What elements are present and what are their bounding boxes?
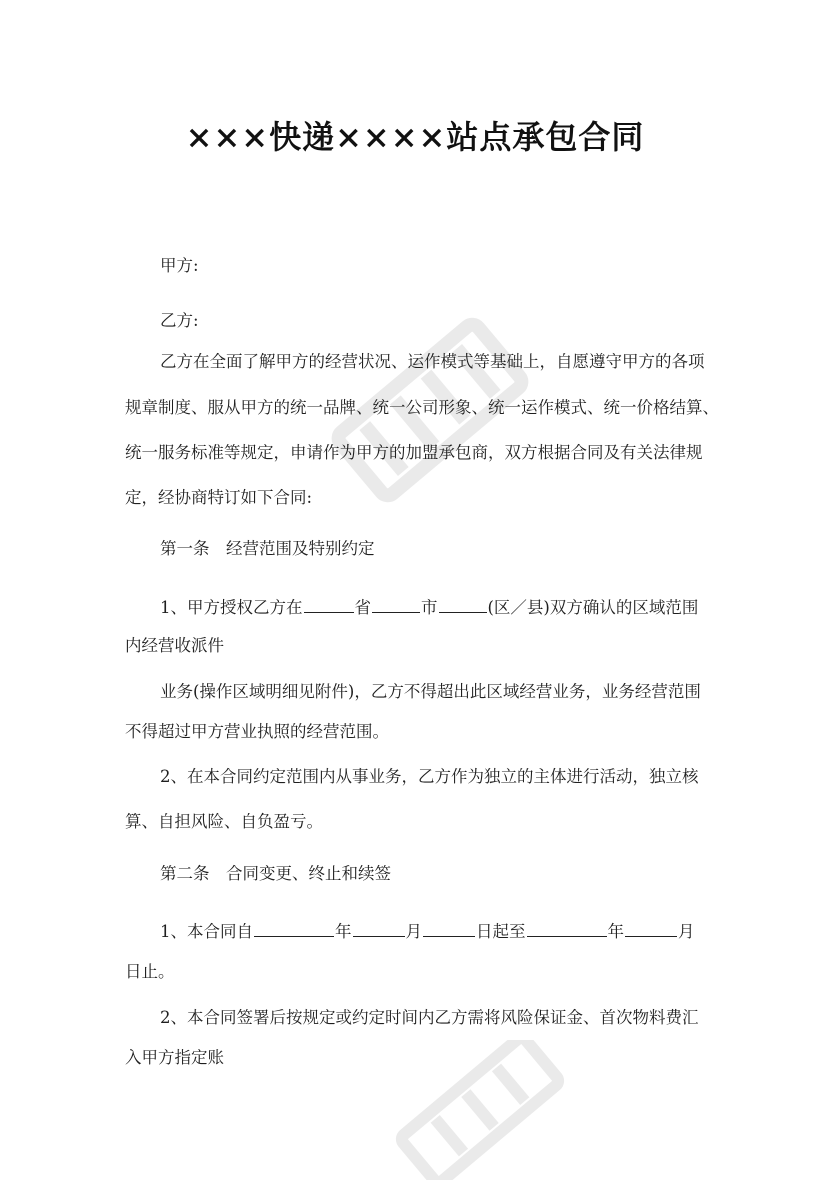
watermark-stamp-icon — [380, 1040, 580, 1180]
end-year-blank — [527, 918, 607, 937]
article-1-heading: 第一条 经营范围及特别约定 — [160, 539, 375, 558]
clause-text: 年 — [607, 922, 624, 941]
intro-line-3: 统一服务标准等规定，申请作为甲方的加盟承包商，双方根据合同及有关法律规 — [125, 443, 703, 462]
intro-line-2: 规章制度、服从甲方的统一品牌、统一公司形象、统一运作模式、统一价格结算、 — [125, 398, 719, 417]
start-day-blank — [423, 918, 475, 937]
party-a-label: 甲方: — [160, 256, 199, 275]
start-month-blank — [353, 918, 405, 937]
intro-line-4: 定，经协商特订如下合同: — [125, 488, 313, 507]
article-1-clause-1-cont-2: 不得超过甲方营业执照的经营范围。 — [125, 722, 389, 741]
clause-text: 市 — [421, 598, 438, 617]
article-2-clause-1 — [160, 918, 695, 944]
article-1-clause-2-line-2: 算、自担风险、自负盈亏。 — [125, 812, 323, 831]
clause-text: 月 — [405, 922, 422, 941]
clause-text: 月 — [678, 922, 695, 941]
clause-text: 1、本合同自 — [160, 922, 253, 941]
article-2-heading: 第二条 合同变更、终止和续签 — [160, 864, 391, 883]
article-1-clause-1-cont-1: 业务(操作区域明细见附件)，乙方不得超出此区域经营业务，业务经营范围 — [160, 682, 701, 701]
district-blank — [439, 594, 487, 613]
article-2-clause-2-line-2: 入甲方指定账 — [125, 1048, 224, 1067]
clause-text: 省 — [354, 598, 371, 617]
article-2-clause-2-line-1: 2、本合同签署后按规定或约定时间内乙方需将风险保证金、首次物料费汇 — [160, 1008, 699, 1027]
intro-line-1: 乙方在全面了解甲方的经营状况、运作模式等基础上，自愿遵守甲方的各项 — [160, 352, 705, 371]
article-2-clause-1-line-2: 日止。 — [125, 962, 175, 981]
article-1-clause-1-line-2: 内经营收派件 — [125, 636, 224, 655]
clause-text: 1、甲方授权乙方在 — [160, 598, 303, 617]
article-1-clause-2-line-1: 2、在本合同约定范围内从事业务，乙方作为独立的主体进行活动，独立核 — [160, 767, 699, 786]
end-month-blank — [625, 918, 677, 937]
article-1-clause-1 — [160, 594, 698, 620]
clause-text: 日起至 — [476, 922, 526, 941]
document-title: ×××快递××××站点承包合同 — [185, 118, 645, 156]
clause-text: 年 — [335, 922, 352, 941]
start-year-blank — [254, 918, 334, 937]
city-blank — [372, 594, 420, 613]
province-blank — [304, 594, 354, 613]
party-b-label: 乙方: — [160, 311, 199, 330]
clause-text: (区／县)双方确认的区域范围 — [487, 598, 699, 617]
